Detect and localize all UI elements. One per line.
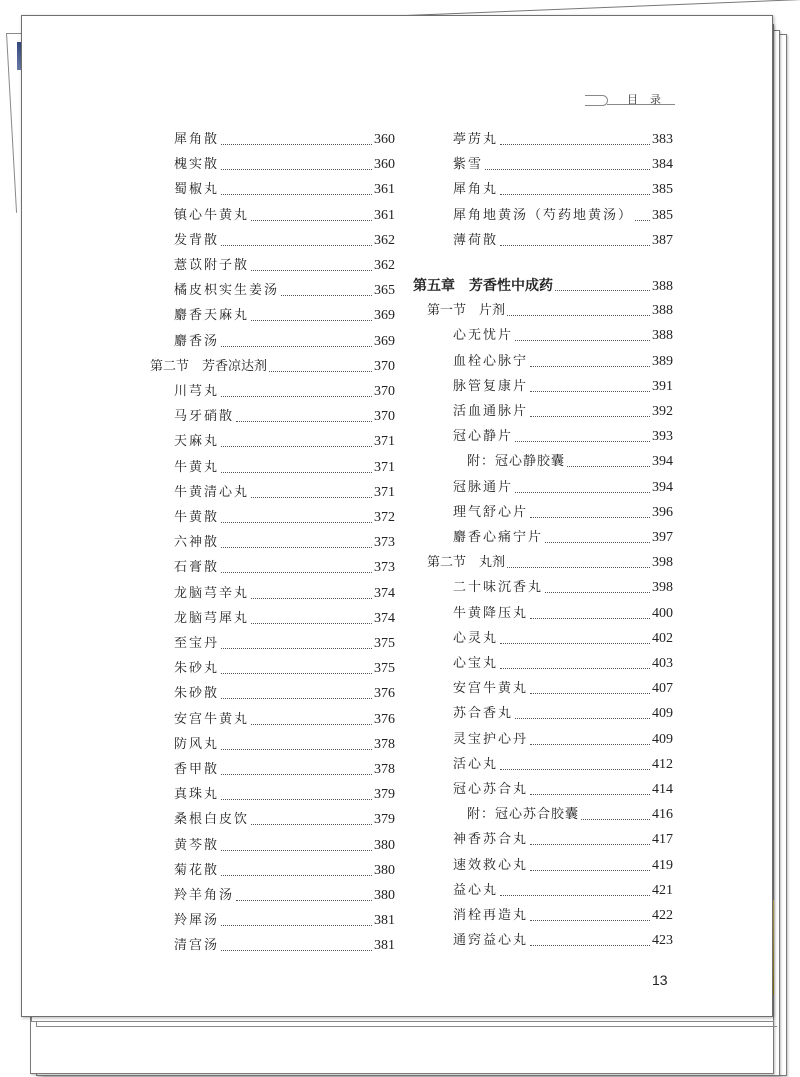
toc-entry-page: 381 xyxy=(374,913,395,929)
toc-entry-title: 麝香汤 xyxy=(174,333,220,349)
dot-leader xyxy=(530,781,650,795)
dot-leader xyxy=(530,353,650,367)
toc-entry[interactable] xyxy=(413,402,673,422)
toc-entry-page: 383 xyxy=(652,132,673,147)
toc-entry-page: 361 xyxy=(374,207,395,223)
dot-leader xyxy=(530,831,650,845)
toc-entry-page: 371 xyxy=(374,484,395,500)
toc-entry-page: 385 xyxy=(652,182,673,198)
toc-entry-page: 373 xyxy=(374,560,395,576)
dot-leader xyxy=(530,605,650,619)
dot-leader xyxy=(221,837,372,851)
toc-entry-title: 消栓再造丸 xyxy=(453,908,529,923)
toc-entry-title: 速效救心丸 xyxy=(453,857,529,873)
toc-entry[interactable] xyxy=(150,231,395,251)
toc-entry[interactable] xyxy=(413,906,673,926)
dot-leader xyxy=(545,579,650,593)
dot-leader xyxy=(221,534,372,548)
dot-leader xyxy=(221,232,372,246)
dot-leader xyxy=(221,660,372,674)
dot-leader xyxy=(500,756,650,770)
dot-leader xyxy=(530,680,650,694)
toc-entry-title: 桑根白皮饮 xyxy=(174,812,250,828)
toc-entry-page: 398 xyxy=(652,555,673,571)
toc-entry[interactable] xyxy=(150,382,395,402)
toc-entry-title: 川芎丸 xyxy=(174,384,220,399)
toc-entry-page: 378 xyxy=(374,736,395,752)
running-header xyxy=(585,92,685,108)
toc-entry[interactable] xyxy=(413,452,673,472)
toc-entry-page: 409 xyxy=(652,706,673,722)
toc-entry-title: 槐实散 xyxy=(174,157,220,173)
toc-entry[interactable] xyxy=(150,332,395,352)
toc-entry-page: 391 xyxy=(652,378,673,394)
dot-leader xyxy=(500,181,650,195)
toc-entry-title: 石膏散 xyxy=(174,560,220,576)
dot-leader xyxy=(221,131,372,145)
toc-entry-page: 379 xyxy=(374,787,395,803)
toc-entry-page: 385 xyxy=(652,207,673,223)
toc-entry-title: 天麻丸 xyxy=(174,434,220,450)
tilted-page-left-top xyxy=(6,33,22,34)
toc-entry[interactable] xyxy=(150,609,395,629)
toc-entry-title: 脉管复康片 xyxy=(453,378,529,394)
toc-entry[interactable] xyxy=(150,911,395,931)
toc-entry-page: 421 xyxy=(652,882,673,898)
toc-entry[interactable] xyxy=(150,306,395,326)
toc-entry-page: 376 xyxy=(374,686,395,702)
toc-entry-page: 370 xyxy=(374,384,395,399)
dot-leader xyxy=(545,529,650,543)
dot-leader xyxy=(221,181,372,195)
toc-entry[interactable] xyxy=(150,760,395,780)
toc-entry-page: 407 xyxy=(652,681,673,697)
dot-leader xyxy=(567,453,650,467)
toc-entry[interactable] xyxy=(413,654,673,674)
toc-entry-title: 牛黄清心丸 xyxy=(174,484,250,500)
toc-entry[interactable] xyxy=(413,326,673,346)
toc-entry-page: 398 xyxy=(652,580,673,596)
toc-entry-title: 马牙硝散 xyxy=(174,409,235,425)
toc-entry[interactable] xyxy=(413,755,673,775)
dot-leader xyxy=(515,479,650,493)
toc-entry-title: 菊花散 xyxy=(174,862,220,878)
toc-entry[interactable] xyxy=(413,352,673,372)
dot-leader xyxy=(281,282,372,296)
toc-entry-page: 423 xyxy=(652,933,673,949)
dot-leader xyxy=(221,433,372,447)
toc-entry-title: 麝香天麻丸 xyxy=(174,308,250,324)
toc-entry[interactable] xyxy=(150,130,395,150)
toc-entry-page: 370 xyxy=(374,409,395,425)
dot-leader xyxy=(635,207,650,221)
toc-entry-title: 苏合香丸 xyxy=(453,706,514,722)
dot-leader xyxy=(500,630,650,644)
toc-entry-title: 羚羊角汤 xyxy=(174,888,235,903)
toc-entry-title: 镇心牛黄丸 xyxy=(174,207,250,223)
toc-entry[interactable] xyxy=(413,629,673,649)
toc-entry[interactable] xyxy=(150,584,395,604)
toc-entry-page: 380 xyxy=(374,888,395,903)
toc-entry[interactable] xyxy=(150,508,395,528)
toc-entry-page: 394 xyxy=(652,454,673,470)
toc-entry[interactable] xyxy=(150,710,395,730)
toc-entry-page: 361 xyxy=(374,182,395,198)
toc-entry[interactable] xyxy=(413,604,673,624)
dot-leader xyxy=(251,307,372,321)
toc-entry-title: 附：冠心静胶囊 xyxy=(467,454,566,470)
dot-leader xyxy=(221,635,372,649)
dot-leader xyxy=(221,383,372,397)
page-number: 13 xyxy=(652,972,668,988)
toc-entry-page: 388 xyxy=(652,328,673,344)
dot-leader xyxy=(221,156,372,170)
dot-leader xyxy=(500,232,650,246)
toc-entry-page: 375 xyxy=(374,661,395,677)
dot-leader xyxy=(221,333,372,347)
toc-entry[interactable] xyxy=(413,805,673,825)
toc-entry-title: 第一节 片剂 xyxy=(427,303,506,319)
dot-leader xyxy=(221,761,372,775)
toc-entry-page: 384 xyxy=(652,157,673,173)
toc-entry[interactable] xyxy=(150,558,395,578)
toc-entry[interactable] xyxy=(150,634,395,654)
dot-leader xyxy=(251,484,372,498)
toc-entry-title: 朱砂丸 xyxy=(174,661,220,677)
toc-entry[interactable] xyxy=(150,281,395,301)
toc-entry[interactable] xyxy=(150,256,395,276)
toc-entry[interactable] xyxy=(150,458,395,478)
toc-entry-title: 心灵丸 xyxy=(453,630,499,646)
running-title: 目录 xyxy=(627,93,673,106)
toc-entry-title: 通窍益心丸 xyxy=(453,933,529,949)
toc-entry-title: 犀角散 xyxy=(174,132,220,147)
toc-entry-page: 397 xyxy=(652,530,673,545)
toc-entry[interactable] xyxy=(413,730,673,750)
toc-entry-title: 第二节 芳香凉达剂 xyxy=(150,358,268,374)
dot-leader xyxy=(221,559,372,573)
toc-entry-page: 375 xyxy=(374,636,395,651)
toc-entry[interactable] xyxy=(150,206,395,226)
toc-entry[interactable] xyxy=(413,578,673,598)
toc-entry-page: 394 xyxy=(652,479,673,495)
toc-entry-title: 牛黄丸 xyxy=(174,459,220,475)
toc-entry-page: 400 xyxy=(652,605,673,621)
toc-entry-page: 412 xyxy=(652,756,673,772)
page-stack-edge xyxy=(36,1022,777,1027)
dot-leader xyxy=(500,655,650,669)
dot-leader xyxy=(581,806,650,820)
toc-entry-page: 369 xyxy=(374,308,395,324)
toc-entry-title: 冠脉通片 xyxy=(453,479,514,495)
toc-entry-title: 活血通脉片 xyxy=(453,404,529,419)
toc-entry-title: 橘皮枳实生姜汤 xyxy=(174,283,280,299)
toc-entry-title: 羚犀汤 xyxy=(174,913,220,929)
toc-entry-title: 益心丸 xyxy=(453,882,499,898)
toc-entry[interactable] xyxy=(413,830,673,850)
dot-leader xyxy=(530,378,650,392)
toc-entry-title: 犀角地黄汤（芍药地黄汤） xyxy=(453,207,634,223)
toc-entry-page: 417 xyxy=(652,832,673,848)
toc-entry-title: 神香苏合丸 xyxy=(453,832,529,848)
toc-entry[interactable] xyxy=(150,810,395,830)
dot-leader xyxy=(221,509,372,523)
toc-entry-page: 388 xyxy=(652,279,673,294)
toc-entry-page: 396 xyxy=(652,504,673,520)
toc-entry[interactable] xyxy=(413,180,673,200)
toc-entry-page: 365 xyxy=(374,283,395,299)
toc-entry[interactable] xyxy=(413,155,673,175)
toc-entry-title: 薏苡附子散 xyxy=(174,258,250,273)
toc-entry-title: 蜀椒丸 xyxy=(174,182,220,198)
toc-entry-title: 香甲散 xyxy=(174,762,220,777)
toc-entry-title: 血栓心脉宁 xyxy=(453,353,529,369)
toc-entry[interactable] xyxy=(150,155,395,175)
dot-leader xyxy=(221,862,372,876)
toc-entry[interactable] xyxy=(150,533,395,553)
dot-leader xyxy=(530,403,650,417)
toc-entry-page: 371 xyxy=(374,434,395,450)
toc-entry-title: 安宫牛黄丸 xyxy=(174,711,250,727)
toc-entry[interactable] xyxy=(413,704,673,724)
toc-entry[interactable] xyxy=(150,483,395,503)
toc-entry-page: 362 xyxy=(374,232,395,248)
dot-leader xyxy=(500,131,650,145)
dot-leader xyxy=(251,257,372,271)
toc-entry[interactable] xyxy=(150,659,395,679)
toc-section-entry[interactable] xyxy=(150,357,395,377)
toc-entry[interactable] xyxy=(413,206,673,226)
toc-entry-title: 紫雪 xyxy=(453,157,484,173)
dot-leader xyxy=(251,610,372,624)
toc-entry[interactable] xyxy=(413,377,673,397)
dot-leader xyxy=(251,811,372,825)
toc-entry-page: 392 xyxy=(652,404,673,419)
toc-entry[interactable] xyxy=(150,785,395,805)
header-ornament-icon xyxy=(585,95,608,106)
toc-entry[interactable] xyxy=(150,180,395,200)
toc-entry[interactable] xyxy=(413,427,673,447)
toc-entry[interactable] xyxy=(150,886,395,906)
dot-leader xyxy=(515,327,650,341)
toc-entry-page: 419 xyxy=(652,857,673,873)
toc-entry-title: 薄荷散 xyxy=(453,232,499,248)
toc-entry-title: 至宝丹 xyxy=(174,636,220,651)
dot-leader xyxy=(221,937,372,951)
toc-entry-page: 379 xyxy=(374,812,395,828)
toc-entry-page: 369 xyxy=(374,333,395,349)
dot-leader xyxy=(507,302,650,316)
dot-leader xyxy=(221,786,372,800)
toc-entry[interactable] xyxy=(413,679,673,699)
toc-entry-title: 麝香心痛宁片 xyxy=(453,530,544,545)
toc-entry-page: 374 xyxy=(374,585,395,601)
dot-leader xyxy=(530,504,650,518)
toc-entry-title: 牛黄降压丸 xyxy=(453,605,529,621)
dot-leader xyxy=(221,459,372,473)
toc-entry[interactable] xyxy=(413,881,673,901)
toc-entry-title: 龙脑芎辛丸 xyxy=(174,585,250,601)
toc-entry-title: 清宫汤 xyxy=(174,938,220,954)
dot-leader xyxy=(251,207,372,221)
dot-leader xyxy=(515,428,650,442)
toc-entry-title: 安宫牛黄丸 xyxy=(453,681,529,697)
toc-entry-title: 第五章 芳香性中成药 xyxy=(413,278,553,294)
toc-entry-page: 387 xyxy=(652,232,673,248)
toc-entry-page: 376 xyxy=(374,711,395,727)
toc-entry-title: 理气舒心片 xyxy=(453,504,529,520)
toc-entry-title: 灵宝护心丹 xyxy=(453,731,529,747)
toc-entry-title: 第二节 丸剂 xyxy=(427,555,506,571)
toc-chapter-entry[interactable] xyxy=(413,276,673,296)
dot-leader xyxy=(530,857,650,871)
toc-entry[interactable] xyxy=(413,780,673,800)
toc-entry[interactable] xyxy=(413,856,673,876)
toc-entry[interactable] xyxy=(150,407,395,427)
toc-entry-title: 龙脑芎犀丸 xyxy=(174,610,250,626)
dot-leader xyxy=(530,907,650,921)
toc-entry-page: 362 xyxy=(374,258,395,273)
toc-entry[interactable] xyxy=(413,931,673,951)
toc-entry-title: 葶苈丸 xyxy=(453,132,499,147)
toc-entry-page: 360 xyxy=(374,157,395,173)
toc-entry-title: 防风丸 xyxy=(174,736,220,752)
dot-leader xyxy=(515,705,650,719)
dot-leader xyxy=(530,932,650,946)
toc-entry[interactable] xyxy=(150,861,395,881)
toc-entry-title: 犀角丸 xyxy=(453,182,499,198)
toc-entry[interactable] xyxy=(413,231,673,251)
toc-entry-title: 心无忧片 xyxy=(453,328,514,344)
toc-entry[interactable] xyxy=(150,684,395,704)
toc-entry-title: 冠心静片 xyxy=(453,429,514,445)
toc-entry-page: 372 xyxy=(374,510,395,525)
dot-leader xyxy=(221,736,372,750)
toc-entry[interactable] xyxy=(413,528,673,548)
toc-section-entry[interactable] xyxy=(413,301,673,321)
toc-entry[interactable] xyxy=(413,478,673,498)
toc-entry[interactable] xyxy=(150,735,395,755)
toc-entry-page: 370 xyxy=(374,358,395,374)
toc-entry-title: 发背散 xyxy=(174,232,220,248)
toc-entry-page: 402 xyxy=(652,630,673,646)
toc-entry-page: 380 xyxy=(374,862,395,878)
toc-entry[interactable] xyxy=(413,503,673,523)
toc-entry-page: 360 xyxy=(374,132,395,147)
dot-leader xyxy=(236,887,372,901)
dot-leader xyxy=(221,912,372,926)
toc-entry-title: 二十味沉香丸 xyxy=(453,580,544,596)
dot-leader xyxy=(251,711,372,725)
dot-leader xyxy=(236,408,372,422)
toc-entry-page: 403 xyxy=(652,656,673,671)
toc-entry-title: 牛黄散 xyxy=(174,510,220,525)
toc-entry-page: 409 xyxy=(652,731,673,747)
toc-entry[interactable] xyxy=(150,936,395,956)
dot-leader xyxy=(500,882,650,896)
tilted-page-left-edge xyxy=(6,33,17,213)
dot-leader xyxy=(555,277,650,291)
toc-entry-page: 374 xyxy=(374,610,395,626)
toc-entry-page: 422 xyxy=(652,908,673,923)
toc-entry-page: 389 xyxy=(652,353,673,369)
toc-entry-title: 附：冠心苏合胶囊 xyxy=(467,807,580,823)
dot-leader xyxy=(485,156,650,170)
toc-entry-page: 393 xyxy=(652,429,673,445)
toc-entry-page: 416 xyxy=(652,807,673,823)
toc-entry-page: 388 xyxy=(652,303,673,319)
dot-leader xyxy=(269,358,372,372)
dot-leader xyxy=(507,554,650,568)
toc-entry[interactable] xyxy=(413,130,673,150)
toc-entry-title: 黄芩散 xyxy=(174,837,220,853)
toc-entry-title: 冠心苏合丸 xyxy=(453,782,529,797)
toc-entry-title: 心宝丸 xyxy=(453,656,499,671)
toc-entry-title: 朱砂散 xyxy=(174,686,220,702)
toc-section-entry[interactable] xyxy=(413,553,673,573)
toc-entry-title: 六神散 xyxy=(174,535,220,551)
toc-entry-title: 活心丸 xyxy=(453,756,499,772)
toc-entry[interactable] xyxy=(150,432,395,452)
dot-leader xyxy=(530,731,650,745)
toc-entry-page: 380 xyxy=(374,837,395,853)
toc-entry[interactable] xyxy=(150,836,395,856)
toc-entry-page: 381 xyxy=(374,938,395,954)
toc-entry-page: 373 xyxy=(374,535,395,551)
dot-leader xyxy=(221,685,372,699)
toc-entry-title: 真珠丸 xyxy=(174,787,220,803)
toc-entry-page: 378 xyxy=(374,762,395,777)
toc-entry-page: 371 xyxy=(374,459,395,475)
dot-leader xyxy=(251,585,372,599)
toc-entry-page: 414 xyxy=(652,782,673,797)
